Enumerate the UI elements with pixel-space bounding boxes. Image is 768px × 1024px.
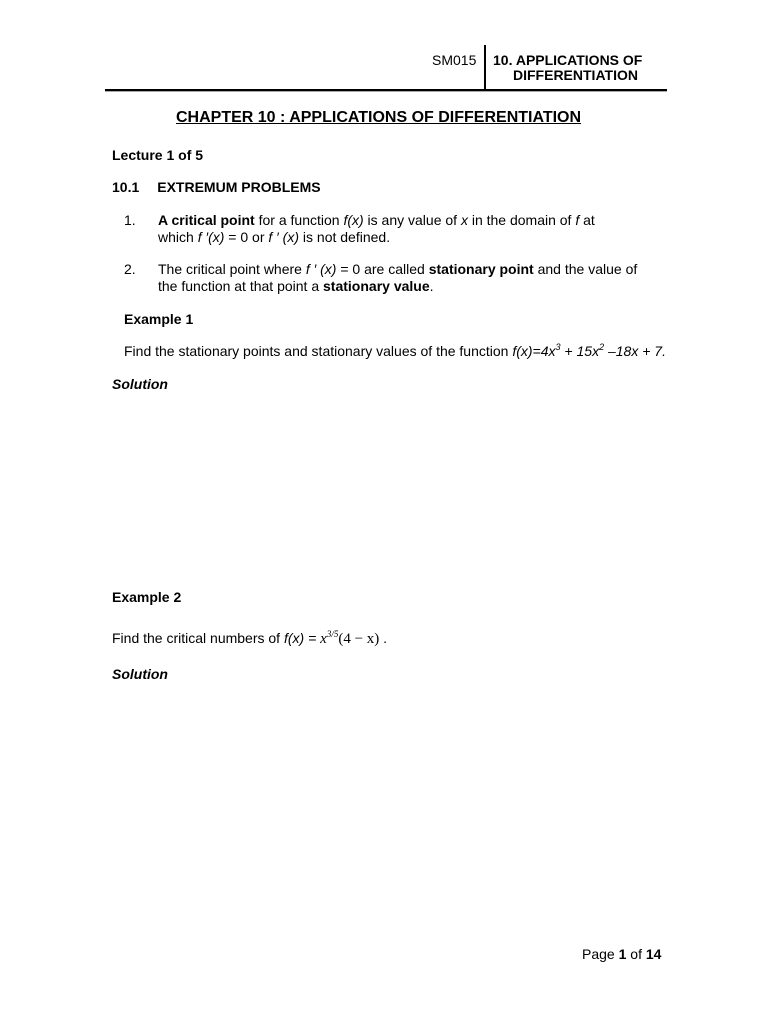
example-2-label: Example 2 xyxy=(112,589,182,605)
section-title: EXTREMUM PROBLEMS xyxy=(157,179,321,195)
text: and the value of xyxy=(533,261,638,277)
example-2-function xyxy=(320,631,379,647)
section-number: 10.1 xyxy=(112,179,140,195)
item-number-1: 1. xyxy=(124,212,136,228)
chapter-title: CHAPTER 10 : APPLICATIONS OF DIFFERENTIATION xyxy=(176,109,582,126)
text: at xyxy=(579,212,595,228)
math-base: x xyxy=(320,631,327,647)
math-f: f xyxy=(575,212,580,228)
text: . xyxy=(429,278,434,294)
example-2-question xyxy=(112,630,387,648)
exp-numerator: 3 xyxy=(326,629,332,639)
example-1-function xyxy=(512,343,666,359)
math-lhs: f(x) = xyxy=(283,630,317,646)
text: is not defined. xyxy=(299,229,391,245)
exponent: 3 xyxy=(555,342,561,352)
math-fprime: f ′(x) xyxy=(197,229,225,245)
page-number xyxy=(582,946,661,962)
item-2-line-1 xyxy=(158,261,637,277)
header-title-line1: 10. APPLICATIONS OF xyxy=(493,52,643,68)
text: Page xyxy=(582,946,619,962)
item-1-line-1 xyxy=(158,212,595,228)
lecture-label: Lecture 1 of 5 xyxy=(112,147,204,163)
math: f(x)=4x xyxy=(512,343,556,359)
math: –18x + 7. xyxy=(604,343,666,359)
header-title-line2: DIFFERENTIATION xyxy=(513,67,638,83)
term-stationary-point: stationary point xyxy=(428,261,534,277)
text: = 0 or xyxy=(224,229,269,245)
item-1-line-2 xyxy=(158,229,390,245)
exp-denominator: 5 xyxy=(333,629,339,639)
total-pages: 14 xyxy=(645,946,662,962)
text: . xyxy=(379,630,388,646)
solution-2-label: Solution xyxy=(112,666,168,682)
header-divider-horizontal xyxy=(105,89,667,92)
item-number-2: 2. xyxy=(124,261,136,277)
math-rest: (4 − x) xyxy=(338,631,380,647)
text: Find the critical numbers of xyxy=(112,630,284,646)
text: Find the stationary points and stationary values of the function xyxy=(124,343,513,359)
math-fx: f(x) xyxy=(343,212,364,228)
example-1-question xyxy=(124,343,666,359)
math-fprime: f ′ (x) xyxy=(268,229,300,245)
term-critical-point: A critical point xyxy=(158,212,255,228)
course-code: SM015 xyxy=(432,52,477,68)
text: the function at that point a xyxy=(158,278,324,294)
text: The critical point where xyxy=(158,261,306,277)
text: for a function xyxy=(254,212,344,228)
header-divider-vertical xyxy=(484,45,486,91)
term-stationary-value: stationary value xyxy=(323,278,430,294)
math-x: x xyxy=(460,212,468,228)
text: of xyxy=(626,946,646,962)
math-fprime: f ′ (x) xyxy=(305,261,337,277)
text: in the domain of xyxy=(467,212,576,228)
text: is any value of xyxy=(363,212,461,228)
current-page: 1 xyxy=(618,946,627,962)
exponent-fraction: 3/5 xyxy=(326,629,339,639)
example-1-label: Example 1 xyxy=(124,311,194,327)
solution-1-label: Solution xyxy=(112,376,168,392)
item-2-line-2 xyxy=(158,278,434,294)
math: + 15x xyxy=(560,343,600,359)
text: which xyxy=(158,229,198,245)
exponent: 2 xyxy=(599,342,605,352)
text: = 0 are called xyxy=(336,261,429,277)
section-heading xyxy=(112,179,321,195)
